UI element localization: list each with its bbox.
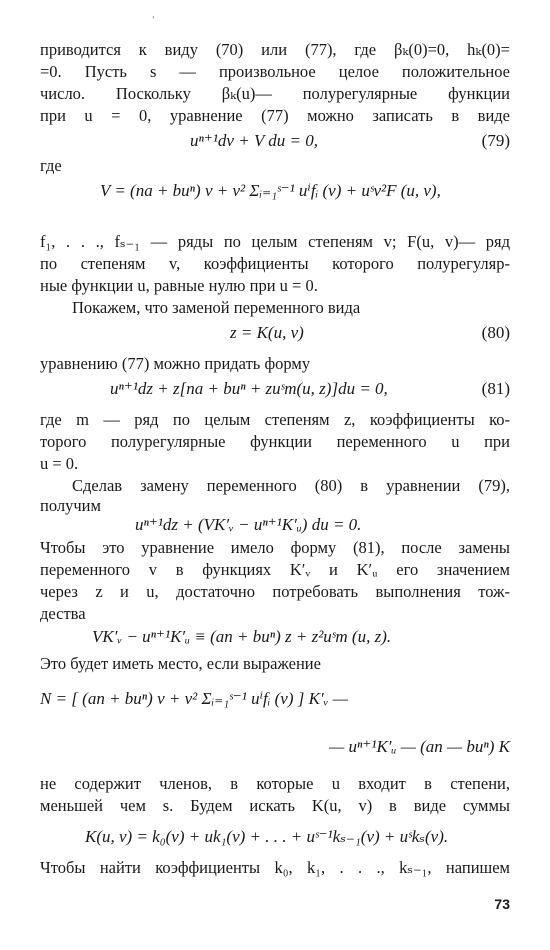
text-line: по степеням v, коэффициенты которого полурегуляр- [40,254,510,273]
text-line: дества [40,604,86,623]
page-number: 73 [494,896,510,912]
text-line: при u = 0, уравнение (77) можно записать в виде [40,106,510,125]
text-line: получим [40,496,101,515]
text-line: где [40,156,62,175]
text-line: через z и u, достаточно потребовать выполнения тож- [40,582,510,601]
equation-body: N = [ (an + buⁿ) v + v² Σᵢ₌₁ˢ⁻¹ uⁱfᵢ (v) ] K′ᵥ — [40,689,348,708]
text-line: переменного v в функциях K′ᵥ и K′ᵤ его значением [40,560,510,579]
equation-body: uⁿ⁺¹dv + V du = 0, [190,131,318,150]
text-line: Покажем, что заменой переменного вида [72,298,361,317]
equation-body: VK′ᵥ − uⁿ⁺¹K′ᵤ ≡ (an + buⁿ) z + z²uˢm (u, z). [92,627,392,646]
text-line: Чтобы это уравнение имело форму (81), после замены [40,538,510,557]
text-line: уравнению (77) можно придать форму [40,354,311,373]
equation-number: (81) [481,379,510,398]
text-line: меньшей чем s. Будем искать K(u, v) в виде суммы [40,796,510,815]
text-line: Сделав замену переменного (80) в уравнении (79), [72,476,510,495]
equation-body: uⁿ⁺¹dz + z[na + buⁿ + zuˢm(u, z)]du = 0, [110,379,388,398]
text-line: приводится к виду (70) или (77), где βₖ(0)=0, hₖ(0)= [40,40,510,59]
text-line: число. Поскольку βₖ(u)— полурегулярные функции [40,84,510,103]
equation-number: (79) [481,131,510,150]
text-line: f₁, . . ., fₛ₋₁ — ряды по целым степеням v; F(u, v)— ряд [40,232,510,251]
equation-body: uⁿ⁺¹dz + (VK′ᵥ − uⁿ⁺¹K′ᵤ) du = 0. [135,515,362,534]
text-line: торого полурегулярные функции переменного u при [40,432,510,451]
text-line: Чтобы найти коэффициенты k₀, k₁, . . ., kₛ₋₁, напишем [40,858,510,877]
equation-number: (80) [481,323,510,342]
text-line: не содержит членов, в которые u входит в степени, [40,774,510,793]
text-line: Это будет иметь место, если выражение [40,654,321,673]
equation-body: K(u, v) = k₀(v) + uk₁(v) + . . . + uˢ⁻¹kₛ₋₁(v) + uˢkₛ(v). [85,827,449,846]
text-line: ные функции u, равные нулю при u = 0. [40,276,318,295]
text-line: =0. Пусть s — произвольное целое положительное [40,62,510,81]
equation-body: V = (na + buⁿ) v + v² Σᵢ₌₁ˢ⁻¹ uⁱfᵢ (v) + uˢv²F (u, v), [100,181,441,200]
equation-body: — uⁿ⁺¹K′ᵤ — (an — buⁿ) K [329,737,510,756]
equation-body: z = K(u, v) [230,323,304,342]
text-line: u = 0. [40,454,79,473]
text-line: где m — ряд по целым степеням z, коэффициенты ко- [40,410,510,429]
page-mark: ' [152,16,155,26]
